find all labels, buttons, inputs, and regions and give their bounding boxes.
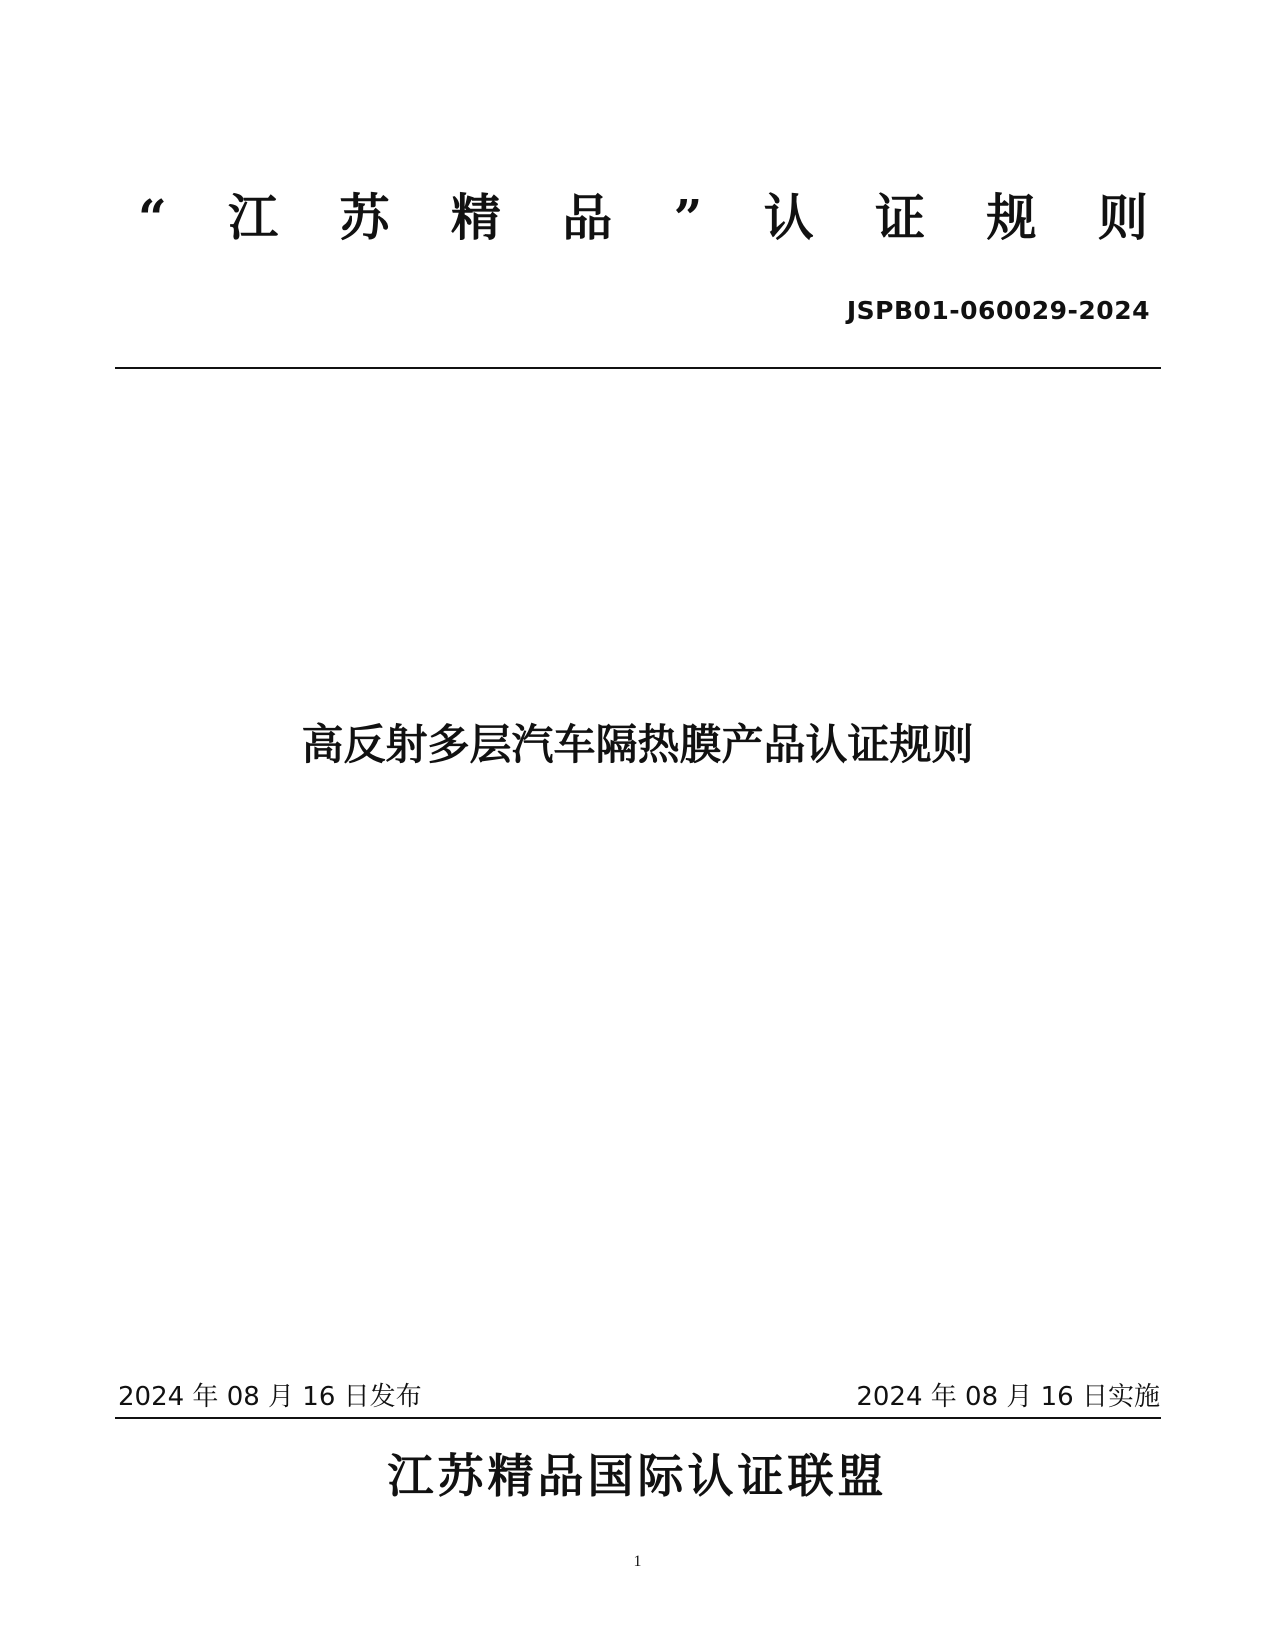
- header-title-char: 证: [875, 188, 926, 247]
- header-title-char: 苏: [339, 188, 390, 247]
- header-title-char: ”: [673, 188, 703, 247]
- header-title-char: 则: [1097, 188, 1148, 247]
- effective-date: 2024 年 08 月 16 日实施: [856, 1382, 1160, 1412]
- cover-header-title: [138, 178, 1148, 258]
- header-title-char: “: [138, 188, 167, 247]
- header-title-char: 品: [562, 188, 613, 247]
- header-title-char: 规: [986, 188, 1037, 247]
- page-number: 1: [633, 1553, 642, 1570]
- publish-date: 2024 年 08 月 16 日发布: [118, 1382, 422, 1412]
- header-divider: [115, 367, 1161, 369]
- footer-divider: [115, 1417, 1161, 1419]
- header-title-char: 江: [228, 188, 279, 247]
- document-number: JSPB01-060029-2024: [846, 296, 1150, 325]
- header-title-char: 认: [763, 188, 814, 247]
- document-title: 高反射多层汽车隔热膜产品认证规则: [301, 720, 974, 769]
- issuing-organization: 江苏精品国际认证联盟: [387, 1449, 888, 1503]
- header-title-char: 精: [450, 188, 501, 247]
